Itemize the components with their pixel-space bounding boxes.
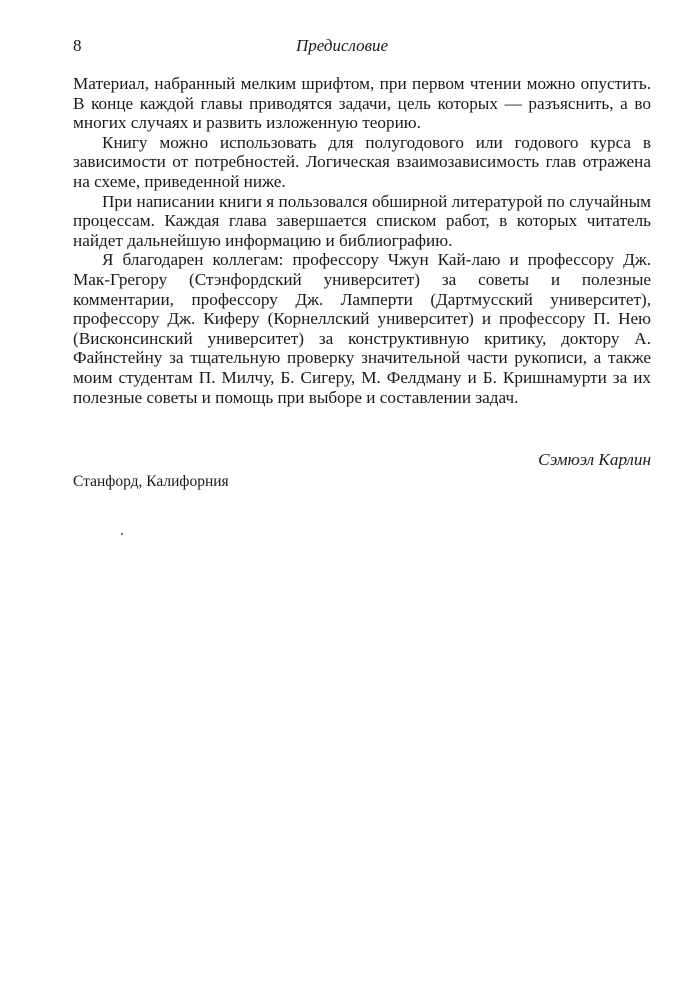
- place-line: Станфорд, Калифорния: [73, 473, 229, 490]
- paragraph-literature: При написании книги я пользовался обширной литературой по случайным процессам. Каждая глава завершается списком работ, в которых читатель найдет дальнейшую информацию и библиографию.: [73, 191, 651, 250]
- preface-body: [73, 74, 651, 407]
- page-number: 8: [73, 36, 82, 55]
- running-head: Предисловие: [295, 36, 389, 55]
- paragraph-small-print: Материал, набранный мелким шрифтом, при первом чтении можно опустить. В конце каждой главы приводятся задачи, цель которых — разъяснить, а во многих случаях и развить изложенную теорию.: [73, 74, 651, 133]
- print-speck: [121, 533, 123, 535]
- author-signature: Сэмюэл Карлин: [538, 450, 651, 469]
- paragraph-course-usage: Книгу можно использовать для полугодового или годового курса в зависимости от потребностей. Логическая взаимозависимость глав отражена на схеме, приведенной ниже.: [73, 132, 651, 191]
- paragraph-acknowledgements: Я благодарен коллегам: профессору Чжун Кай-лаю и профессору Дж. Мак-Грегору (Стэнфордский университет) за советы и полезные комментарии, профессору Дж. Ламперти (Дартмусский университет), профессору Дж. Киферу (Корнеллский университет) и профессору П. Нею (Висконсинский университет) за конструктивную критику, доктору А. Файнстейну за тщательную проверку значительной части рукописи, а также моим студентам П. Милчу, Б. Сигеру, М. Фелдману и Б. Кришнамурти за их полезные советы и помощь при выборе и составлении задач.: [73, 250, 651, 407]
